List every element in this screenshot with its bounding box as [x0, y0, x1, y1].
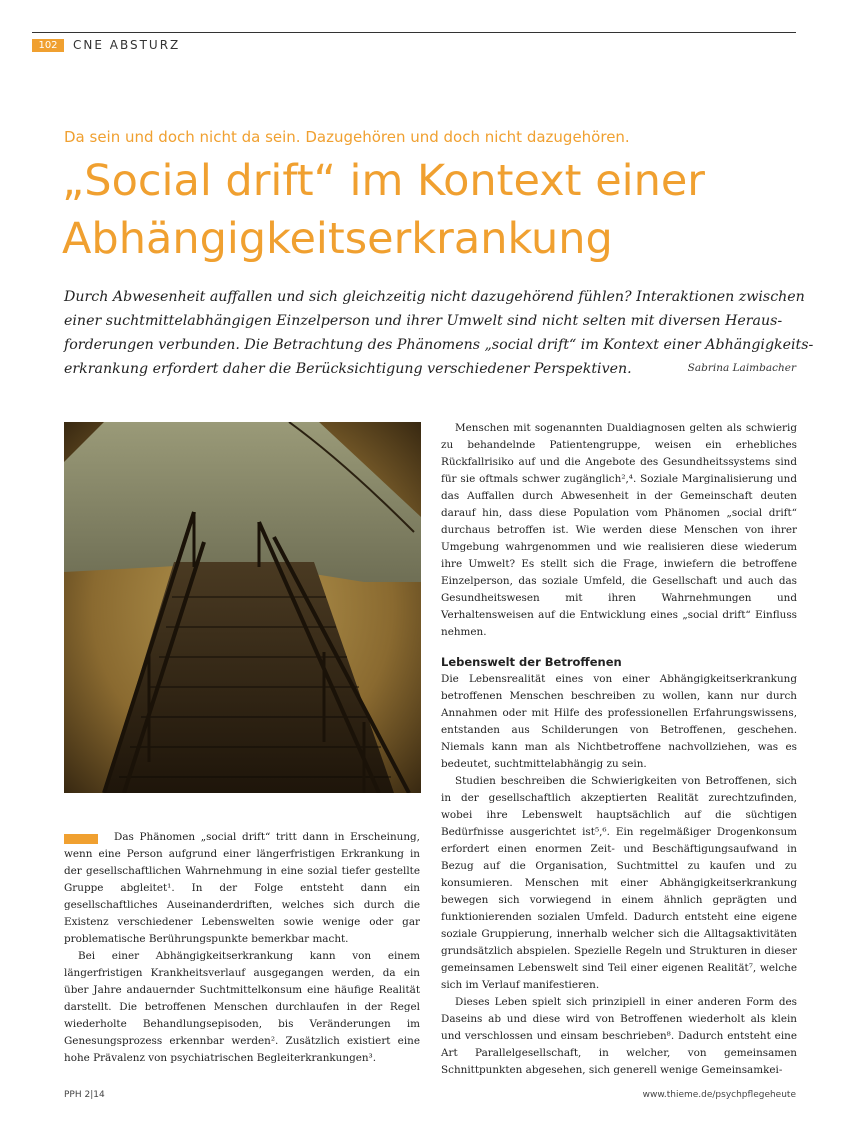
- paragraph: Menschen mit sogenannten Dualdiagnosen gelten als schwierig zu behandelnde Patientengruppe, weisen ein erhebliches Rückfallrisiko auf und die Angebote des Gesundheitssystems sind für sie oftmals schwer zugänglich²,⁴. Soziale Marginalisierung und das Auffallen durch Abwesenheit in der Gemeinschaft deuten darauf hin, dass diese Population vom Phänomen „social drift“ durchaus betroffen ist. Wie werden diese Menschen von ihrer Umgebung wahrgenommen und wie realisieren diese wiederum ihre Umwelt? Es stellt sich die Frage, inwiefern die betroffene Einzelperson, das soziale Umfeld, die Gesellschaft und auch das Gesundheitswesen mit ihren Wahrnehmungen und Verhaltensweisen auf die Entwicklung eines „social drift“ Einfluss nehmen.: [441, 422, 797, 638]
- paragraph: Das Phänomen „social drift“ tritt dann in Erscheinung, wenn eine Person aufgrund einer längerfristigen Erkrankung in der gesellschaftlichen Wahrnehmung in eine sozial tiefer gestellte Gruppe abgleitet¹. In der Folge entsteht dann ein gesellschaftliches Auseinanderdriften, welches sich durch die Existenz verschiedener Lebenswelten sowie wenige oder gar problematische Berührungspunkte bemerkbar macht.: [64, 831, 420, 945]
- staircase-photo: [64, 422, 421, 793]
- author-name: Sabrina Laimbacher: [687, 362, 796, 374]
- article-title: [62, 152, 802, 268]
- paragraph: Bei einer Abhängigkeitserkrankung kann von einem längerfristigen Krankheitsverlauf ausgegangen werden, da ein über Jahre andauernder Suchtmittelkonsum eine häufige Realität darstellt. Die betroffenen Menschen durchlaufen in der Regel wiederholte Behandlungsepisoden, bis Veränderungen im Genesungsprozess erkennbar werden². Zusätzlich existiert eine hohe Prävalenz von psychiatrischen Begleiterkrankungen³.: [64, 950, 420, 1064]
- paragraph: Studien beschreiben die Schwierigkeiten von Betroffenen, sich in der gesellschaftlich akzeptierten Realität zurechtzufinden, wobei ihre Lebenswelt hauptsächlich auf die süchtigen Bedürfnisse ausgerichtet ist⁵,⁶. Ein regelmäßiger Drogenkonsum erfordert einen enormen Zeit- und Beschäftigungsaufwand in Bezug auf die Organisation, Suchtmittel zu kaufen und zu konsumieren. Menschen mit einer Abhängigkeitserkrankung bewegen sich vorwiegend in einem ähnlich geprägten und funktionierenden sozialen Umfeld. Dadurch entsteht eine eigene soziale Gruppierung, innerhalb welcher sich die Alltagsaktivitäten grundsätzlich abspielen. Spezielle Regeln und Strukturen in dieser gemeinsamen Lebenswelt sind Teil einer eigenen Realität⁷, welche sich im Verlauf manifestieren.: [441, 775, 797, 991]
- subheading: Lebenswelt der Betroffenen: [441, 655, 622, 669]
- title-line: Abhängigkeitserkrankung: [62, 214, 613, 264]
- lead-line: Durch Abwesenheit auffallen und sich gleichzeitig nicht dazugehörend fühlen? Interaktionen zwischen: [64, 289, 805, 305]
- header-rule: [32, 32, 796, 33]
- paragraph: Dieses Leben spielt sich prinzipiell in einer anderen Form des Daseins ab und diese wird von Betroffenen wiederholt als klein und verschlossen und einsam beschrieben⁸. Dadurch entsteht eine Art Parallelgesellschaft, in welcher, von gemeinsamen Schnittpunkten abgesehen, sich generell wenige Gemeinsamkei-: [441, 996, 797, 1076]
- left-column: [64, 829, 420, 1067]
- lead-line: einer suchtmittelabhängigen Einzelperson und ihrer Umwelt sind nicht selten mit diversen Heraus-: [64, 313, 783, 329]
- page-number: 102: [32, 39, 64, 52]
- footer-issue: PPH 2|14: [64, 1090, 105, 1100]
- right-column: [441, 420, 797, 1079]
- paragraph: Die Lebensrealität eines von einer Abhängigkeitserkrankung betroffenen Menschen beschreiben zu wollen, kann nur durch Annahmen oder mit Hilfe des professionellen Erfahrungswissens, entstanden aus Schilderungen von Betroffenen, geschehen. Niemals kann man als Nichtbetroffene nachvollziehen, was es bedeutet, suchtmittelabhängig zu sein.: [441, 673, 797, 770]
- footer-url[interactable]: www.thieme.de/psychpflegeheute: [642, 1090, 796, 1100]
- section-label: CNE ABSTURZ: [73, 38, 181, 52]
- lead-line: forderungen verbunden. Die Betrachtung des Phänomens „social drift“ im Kontext einer Abhängigkeits-: [64, 337, 814, 353]
- lead-line: erkrankung erfordert daher die Berücksichtigung verschiedener Perspektiven.: [64, 361, 632, 377]
- article-kicker: Da sein und doch nicht da sein. Dazugehören und doch nicht dazugehören.: [64, 128, 630, 146]
- title-line: „Social drift“ im Kontext einer: [62, 156, 705, 206]
